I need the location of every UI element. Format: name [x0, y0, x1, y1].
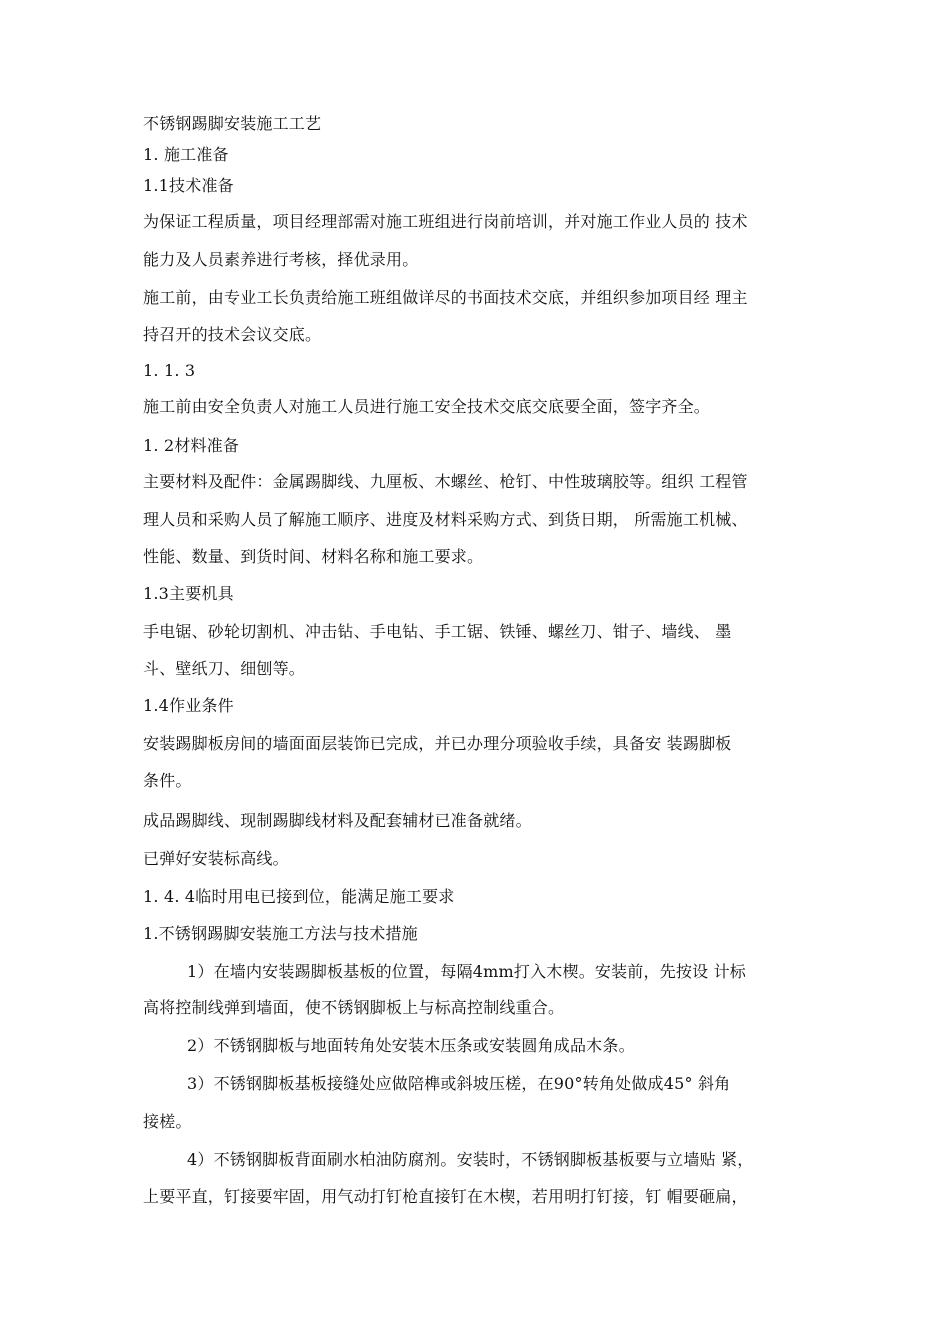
paragraph-line: 主要材料及配件：金属踢脚线、九厘板、木螺丝、枪钉、中性玻璃胶等。组织 工程管 — [143, 472, 748, 491]
paragraph-line: 斗、壁纸刀、细刨等。 — [143, 659, 306, 678]
paragraph-line: 手电锯、砂轮切割机、冲击钻、手电钻、手工锯、铁锤、螺丝刀、钳子、墙线、 墨 — [143, 622, 732, 641]
paragraph-line: 持召开的技术会议交底。 — [143, 325, 322, 344]
paragraph-line: 高将控制线弹到墙面，使不锈钢脚板上与标高控制线重合。 — [143, 998, 565, 1017]
paragraph-line: 安装踢脚板房间的墙面面层装饰已完成，并已办理分项验收手续，具备安 装踢脚板 — [143, 734, 732, 753]
paragraph-line: 成品踢脚线、现制踢脚线材料及配套辅材已准备就绪。 — [143, 811, 532, 830]
paragraph-line: 施工前，由专业工长负责给施工班组做详尽的书面技术交底，并组织参加项目经 理主 — [143, 288, 748, 307]
paragraph-line: 已弹好安装标高线。 — [143, 849, 289, 868]
heading-working-conditions: 1.4作业条件 — [143, 696, 234, 715]
paragraph-line: 上要平直，钉接要牢固，用气动打钉枪直接钉在木楔，若用明打钉接，钉 帽要砸扁， — [143, 1187, 748, 1206]
paragraph-line: 接槎。 — [143, 1112, 192, 1131]
document-title: 不锈钢踢脚安装施工工艺 — [143, 114, 322, 133]
paragraph-line: 能力及人员素养进行考核，择优录用。 — [143, 250, 419, 269]
heading-technical-preparation: 1.1技术准备 — [143, 176, 234, 195]
numbered-item-line: 2）不锈钢脚板与地面转角处安装木压条或安装圆角成品木条。 — [187, 1036, 635, 1055]
heading-installation-methods: 1.不锈钢踢脚安装施工方法与技术措施 — [143, 924, 418, 943]
heading-main-tools: 1.3主要机具 — [143, 584, 234, 603]
numbered-item-line: 3）不锈钢脚板基板接缝处应做陪榫或斜坡压槎，在90°转角处做成45° 斜角 — [187, 1074, 731, 1093]
paragraph-line: 条件。 — [143, 771, 192, 790]
paragraph-line: 理人员和采购人员了解施工顺序、进度及材料采购方式、到货日期， 所需施工机械、 — [143, 510, 748, 529]
numbered-item-line: 1）在墙内安装踢脚板基板的位置，每隔4mm打入木楔。安装前，先按设 计标 — [187, 962, 746, 981]
heading-material-preparation: 1. 2材料准备 — [143, 436, 240, 455]
numbered-item-line: 4）不锈钢脚板背面刷水柏油防腐剂。安装时，不锈钢脚板基板要与立墙贴 紧， — [187, 1150, 754, 1169]
paragraph-line: 1. 4. 4临时用电已接到位，能满足施工要求 — [143, 887, 455, 906]
paragraph-line: 施工前由安全负责人对施工人员进行施工安全技术交底交底要全面，签字齐全。 — [143, 397, 711, 416]
heading-section-1-1-3: 1. 1. 3 — [143, 361, 196, 380]
paragraph-line: 为保证工程质量，项目经理部需对施工班组进行岗前培训，并对施工作业人员的 技术 — [143, 212, 748, 231]
heading-construction-preparation: 1. 施工准备 — [143, 145, 229, 164]
paragraph-line: 性能、数量、到货时间、材料名称和施工要求。 — [143, 547, 484, 566]
